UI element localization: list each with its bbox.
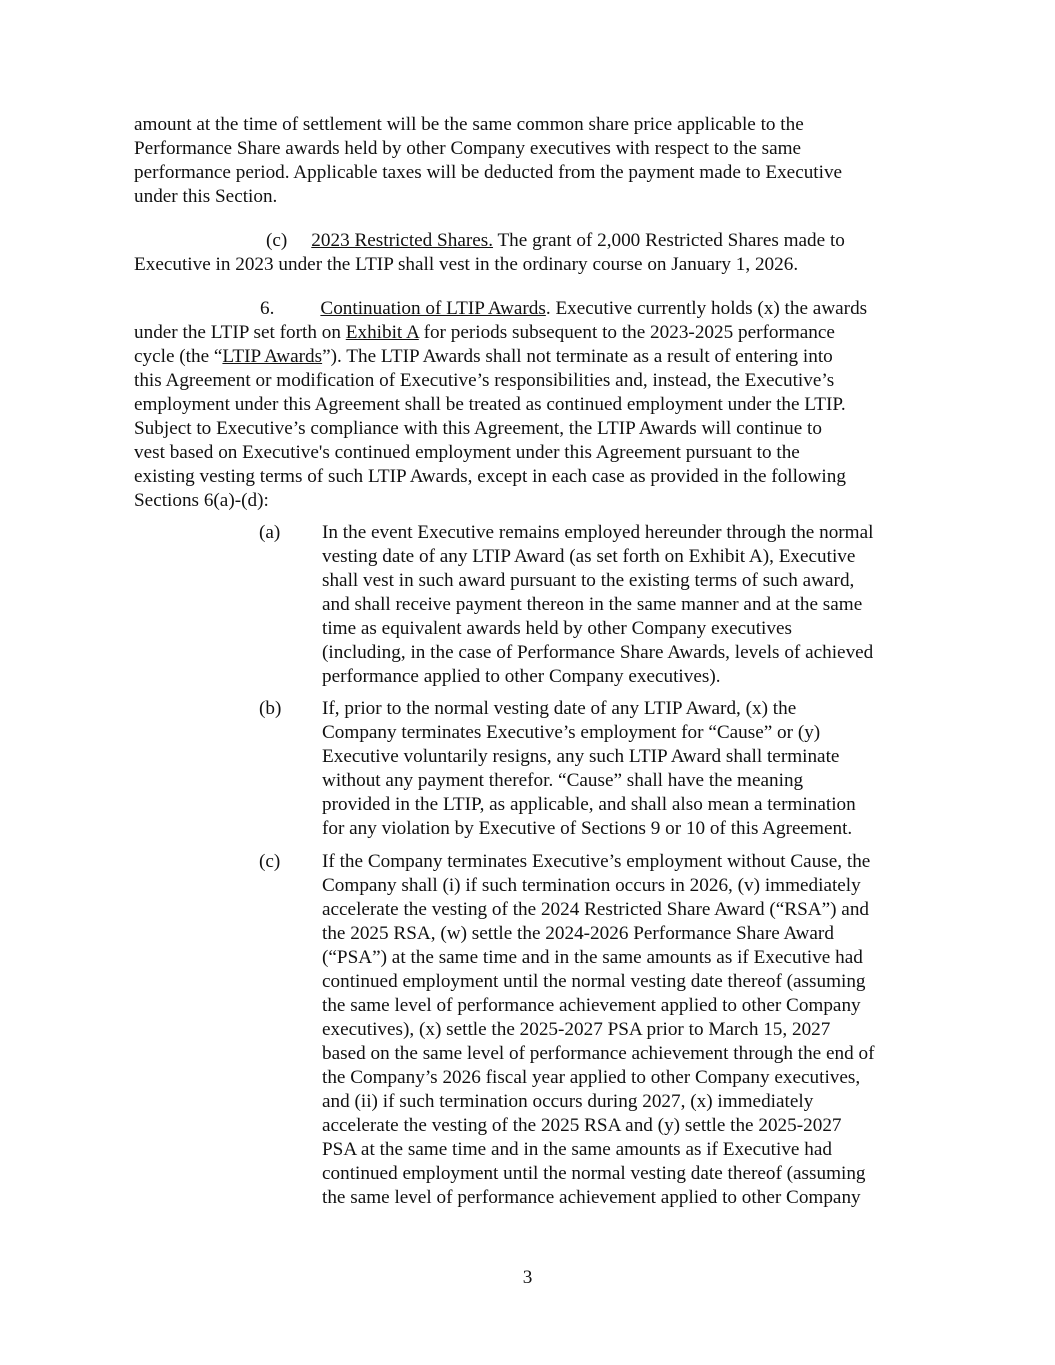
text-line: continued employment until the normal vesting date thereof (assuming <box>322 971 866 992</box>
subsection-label: (c) <box>259 851 281 872</box>
text-line: If the Company terminates Executive’s employment without Cause, the <box>322 851 871 872</box>
text-fragment: The grant of 2,000 Restricted Shares made to <box>493 230 845 251</box>
section-heading: Continuation of LTIP Awards <box>320 298 546 319</box>
subsection-label: (a) <box>259 522 281 543</box>
text-line: If, prior to the normal vesting date of any LTIP Award, (x) the <box>322 698 797 719</box>
subsection-text <box>322 697 942 841</box>
text-line: Performance Share awards held by other Company executives with respect to the same <box>134 138 802 159</box>
subsection-text <box>322 850 942 1210</box>
text-line: shall vest in such award pursuant to the existing terms of such award, <box>322 570 855 591</box>
text-line <box>134 297 934 321</box>
text-line: provided in the LTIP, as applicable, and shall also mean a termination <box>322 794 856 815</box>
text-line: time as equivalent awards held by other Company executives <box>322 618 792 639</box>
text-line: (“PSA”) at the same time and in the same amounts as if Executive had <box>322 947 863 968</box>
section-label: (c) <box>266 230 288 251</box>
text-line: for any violation by Executive of Sections 9 or 10 of this Agreement. <box>322 818 853 839</box>
defined-term: LTIP Awards <box>222 346 323 367</box>
text-line: Subject to Executive’s compliance with this Agreement, the LTIP Awards will continue to <box>134 418 822 439</box>
text-line: the same level of performance achievement applied to other Company <box>322 1187 861 1208</box>
text-line: continued employment until the normal vesting date thereof (assuming <box>322 1163 866 1184</box>
continued-paragraph <box>134 113 934 209</box>
text-line <box>134 321 934 345</box>
text-fragment: ”). The LTIP Awards shall not terminate as a result of entering into <box>322 346 833 367</box>
text-fragment: . Executive currently holds (x) the awards <box>545 298 868 319</box>
text-line: based on the same level of performance achievement through the end of <box>322 1043 875 1064</box>
text-line: performance applied to other Company executives). <box>322 666 721 687</box>
text-fragment: under the LTIP set forth on <box>134 322 346 343</box>
text-line: vest based on Executive's continued employment under this Agreement pursuant to the <box>134 442 800 463</box>
section-heading: 2023 Restricted Shares. <box>311 230 494 251</box>
text-line: the same level of performance achievement applied to other Company <box>322 995 861 1016</box>
text-line: the Company’s 2026 fiscal year applied to other Company executives, <box>322 1067 861 1088</box>
text-line: (including, in the case of Performance Share Awards, levels of achieved <box>322 642 874 663</box>
text-line: and (ii) if such termination occurs during 2027, (x) immediately <box>322 1091 814 1112</box>
text-line: vesting date of any LTIP Award (as set forth on Exhibit A), Executive <box>322 546 856 567</box>
text-line: employment under this Agreement shall be treated as continued employment under the LTIP. <box>134 394 846 415</box>
text-fragment: cycle (the “ <box>134 346 223 367</box>
text-line: PSA at the same time and in the same amounts as if Executive had <box>322 1139 832 1160</box>
text-line: under this Section. <box>134 186 278 207</box>
section-6-continuation <box>134 297 934 513</box>
text-line: Company terminates Executive’s employment for “Cause” or (y) <box>322 722 821 743</box>
section-c-restricted-shares <box>134 229 934 277</box>
section-number: 6. <box>260 298 275 319</box>
text-fragment: for periods subsequent to the 2023-2025 performance <box>418 322 835 343</box>
text-line: Company shall (i) if such termination occurs in 2026, (v) immediately <box>322 875 861 896</box>
text-line: without any payment therefor. “Cause” shall have the meaning <box>322 770 804 791</box>
subsection-text <box>322 521 942 689</box>
text-line: Executive voluntarily resigns, any such LTIP Award shall terminate <box>322 746 840 767</box>
text-line: existing vesting terms of such LTIP Awards, except in each case as provided in the following <box>134 466 846 487</box>
text-line: In the event Executive remains employed hereunder through the normal <box>322 522 874 543</box>
text-line: accelerate the vesting of the 2025 RSA and (y) settle the 2025-2027 <box>322 1115 842 1136</box>
page-number: 3 <box>522 1267 533 1288</box>
text-line: executives), (x) settle the 2025-2027 PSA prior to March 15, 2027 <box>322 1019 831 1040</box>
text-line <box>134 229 934 253</box>
text-line: accelerate the vesting of the 2024 Restricted Share Award (“RSA”) and <box>322 899 870 920</box>
text-line: Sections 6(a)-(d): <box>134 490 269 511</box>
exhibit-a-reference: Exhibit A <box>345 322 419 343</box>
text-line: the 2025 RSA, (w) settle the 2024-2026 Performance Share Award <box>322 923 834 944</box>
text-line: and shall receive payment thereon in the same manner and at the same <box>322 594 863 615</box>
text-line: performance period. Applicable taxes will be deducted from the payment made to Executive <box>134 162 843 183</box>
text-line <box>134 345 934 369</box>
text-line: Executive in 2023 under the LTIP shall vest in the ordinary course on January 1, 2026. <box>134 254 799 275</box>
text-line: this Agreement or modification of Executive’s responsibilities and, instead, the Executive’s <box>134 370 835 391</box>
text-line: amount at the time of settlement will be the same common share price applicable to the <box>134 114 804 135</box>
subsection-label: (b) <box>259 698 282 719</box>
